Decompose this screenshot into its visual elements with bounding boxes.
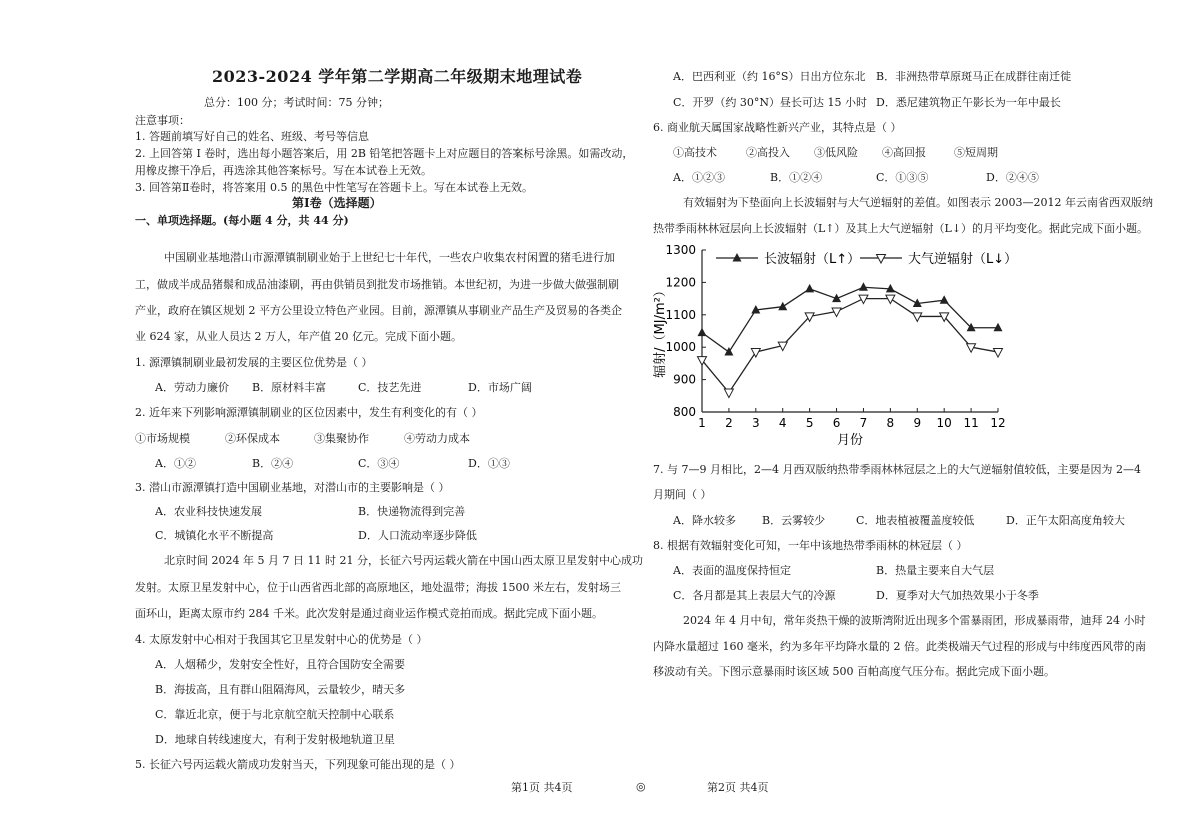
question-1: 1. 源潭镇制刷业最初发展的主要区位优势是（ ） bbox=[135, 356, 373, 369]
q6-item: ⑤短周期 bbox=[954, 146, 998, 159]
q4-option-b: B．海拔高，且有群山阻隔海风，云量较少，晴天多 bbox=[155, 683, 406, 696]
x-tick-label: 1 bbox=[698, 416, 706, 430]
x-tick-label: 3 bbox=[751, 416, 760, 430]
page-number-left: 第1页 共4页 bbox=[511, 781, 573, 794]
note-line: 2. 上回答第 I 卷时，选出每小题答案后，用 2B 铅笔把答题卡上对应题目的答案标号涂黑。如需改动， bbox=[135, 147, 634, 160]
y-tick-label: 1300 bbox=[665, 243, 696, 257]
q8-option-d: D．夏季对大气加热效果小于冬季 bbox=[876, 589, 1039, 602]
x-tick-label: 7 bbox=[859, 416, 868, 430]
x-tick-label: 6 bbox=[832, 416, 841, 430]
x-axis-label: 月份 bbox=[836, 433, 864, 448]
x-tick-label: 4 bbox=[778, 416, 787, 430]
x-tick-label: 10 bbox=[936, 416, 952, 430]
x-tick-label: 11 bbox=[963, 416, 979, 430]
y-axis-label: 辐射/（MJ/m²） bbox=[653, 284, 668, 378]
q3-option-b: B．快递物流得到完善 bbox=[358, 505, 466, 518]
q2-option-a: A．①② bbox=[155, 457, 196, 470]
note-line: 用橡皮擦干净后，再选涂其他答案标号。写在本试卷上无效。 bbox=[135, 164, 432, 177]
data-point-down bbox=[913, 313, 922, 322]
data-point-up bbox=[859, 282, 868, 291]
q6-option-a: A．①②③ bbox=[673, 171, 725, 184]
y-tick-label: 900 bbox=[673, 372, 696, 387]
q5-option-a: A．巴西利亚（约 16°S）日出方位东北 bbox=[673, 70, 866, 83]
q1-option-c: C．技艺先进 bbox=[358, 381, 422, 394]
question-3: 3. 潜山市源潭镇打造中国刷业基地，对潜山市的主要影响是（ ） bbox=[135, 481, 450, 494]
q4-option-d: D．地球自转线速度大，有利于发射极地轨道卫星 bbox=[155, 733, 395, 746]
q5-option-b: B．非洲热带草原斑马正在成群往南迁徙 bbox=[876, 70, 1072, 83]
legend-label-1: 长波辐射（L↑） bbox=[764, 252, 861, 267]
volume-title: 第Ⅰ卷（选择题） bbox=[292, 196, 382, 210]
notes-heading: 注意事项： bbox=[135, 114, 190, 127]
data-point-down bbox=[724, 389, 733, 398]
q7-option-c: C．地表植被覆盖度较低 bbox=[856, 514, 975, 527]
q2-item: ②环保成本 bbox=[225, 432, 280, 445]
series-line-1 bbox=[702, 287, 998, 352]
question-7-cont: 月期间（ ） bbox=[653, 488, 712, 501]
page-number-right: 第2页 共4页 bbox=[707, 781, 769, 794]
exam-subtitle: 总分：100 分；考试时间：75 分钟； bbox=[204, 96, 389, 109]
legend-marker-2 bbox=[877, 255, 886, 264]
question-2: 2. 近年来下列影响源潭镇制刷业的区位因素中，发生有利变化的有（ ） bbox=[135, 406, 483, 419]
data-point-up bbox=[698, 328, 707, 337]
legend-marker-1 bbox=[733, 253, 742, 262]
radiation-line-chart bbox=[640, 242, 1040, 454]
q2-item: ①市场规模 bbox=[135, 432, 190, 445]
passage-line: 发射。太原卫星发射中心，位于山西省西北部的高原地区，地处温带；海拔 1500 米左右，发射场三 bbox=[135, 581, 621, 594]
q6-option-c: C．①③⑤ bbox=[876, 171, 929, 184]
question-4: 4. 太原发射中心相对于我国其它卫星发射中心的优势是（ ） bbox=[135, 633, 428, 646]
data-point-down bbox=[859, 295, 868, 304]
note-line: 3. 回答第Ⅱ卷时，将答案用 0.5 的黑色中性笔写在答题卡上。写在本试卷上无效。 bbox=[135, 181, 533, 194]
passage-line: 面环山，距离太原市约 284 千米。此次发射是通过商业运作模式竞拍而成。据此完成下面小题。 bbox=[135, 607, 603, 620]
passage-line: 热带季雨林林冠层向上长波辐射（L↑）及其上大气逆辐射（L↓）的月平均变化。据此完成下面小题。 bbox=[653, 222, 1149, 235]
q6-option-b: B．①②④ bbox=[770, 171, 823, 184]
q8-option-c: C．各月都是其上表层大气的冷源 bbox=[673, 589, 836, 602]
passage-line: 业 624 家，从业人员达 2 万人，年产值 20 亿元。完成下面小题。 bbox=[135, 330, 462, 343]
x-tick-label: 5 bbox=[805, 416, 814, 430]
question-7: 7. 与 7—9 月相比，2—4 月西双版纳热带季雨林林冠层之上的大气逆辐射值较低，主要是因为 2—4 bbox=[653, 463, 1141, 476]
q1-option-d: D．市场广阔 bbox=[468, 381, 532, 394]
section-heading: 一、单项选择题。(每小题 4 分，共 44 分) bbox=[135, 214, 349, 227]
question-6: 6. 商业航天属国家战略性新兴产业，其特点是（ ） bbox=[653, 121, 902, 134]
passage-line: 工，做成半成品猪鬃和成品油漆刷，再由供销员到批发市场推销。本世纪初，为进一步做大做强制刷 bbox=[135, 278, 619, 291]
y-tick-label: 1200 bbox=[665, 275, 696, 290]
q1-option-b: B．原材料丰富 bbox=[252, 381, 327, 394]
exam-title: 2023-2024 学年第二学期高二年级期末地理试卷 bbox=[212, 67, 583, 86]
q5-option-c: C．开罗（约 30°N）昼长可达 15 小时 bbox=[673, 96, 868, 109]
data-point-down bbox=[886, 295, 895, 304]
passage-line: 移波动有关。下图示意暴雨时该区域 500 百帕高度气压分布。据此完成下面小题。 bbox=[653, 665, 1055, 678]
q3-option-a: A．农业科技快速发展 bbox=[155, 505, 262, 518]
q6-item: ③低风险 bbox=[814, 146, 858, 159]
q4-option-a: A．人烟稀少，发射安全性好，且符合国防安全需要 bbox=[155, 658, 405, 671]
passage-line: 内降水量超过 160 毫米，约为多年平均降水量的 2 倍。此类极端天气过程的形成与中纬度西风带的南 bbox=[653, 640, 1146, 653]
q6-item: ②高投入 bbox=[746, 146, 790, 159]
note-line: 1. 答题前填写好自己的姓名、班级、考号等信息 bbox=[135, 130, 369, 143]
q2-option-c: C．③④ bbox=[358, 457, 400, 470]
q3-option-c: C．城镇化水平不断提高 bbox=[155, 529, 274, 542]
x-tick-label: 8 bbox=[886, 416, 895, 430]
q2-item: ③集聚协作 bbox=[314, 432, 369, 445]
q7-option-a: A．降水较多 bbox=[673, 514, 736, 527]
data-point-up bbox=[805, 284, 814, 293]
passage-line: 有效辐射为下垫面向上长波辐射与大气逆辐射的差值。如图表示 2003—2012 年云南省西双版纳 bbox=[683, 196, 1153, 209]
q6-option-d: D．②④⑤ bbox=[986, 171, 1039, 184]
passage-line: 中国刷业基地潜山市源潭镇制刷业始于上世纪七十年代，一些农户收集农村闲置的猪毛进行加 bbox=[164, 251, 615, 264]
y-tick-label: 1000 bbox=[665, 340, 696, 355]
q2-option-d: D．①③ bbox=[468, 457, 510, 470]
legend-label-2: 大气逆辐射（L↓） bbox=[908, 252, 1018, 267]
q6-item: ④高回报 bbox=[882, 146, 926, 159]
passage-line: 产业，政府在镇区规划 2 平方公里设立特色产业园。目前，源潭镇从事刷业产品生产及贸易的各类企 bbox=[135, 304, 622, 317]
data-point-up bbox=[994, 323, 1003, 332]
y-tick-label: 800 bbox=[673, 405, 696, 419]
question-5: 5. 长征六号丙运载火箭成功发射当天，下列现象可能出现的是（ ） bbox=[135, 758, 461, 771]
x-tick-label: 2 bbox=[725, 416, 733, 430]
x-tick-label: 9 bbox=[913, 416, 922, 430]
q2-item: ④劳动力成本 bbox=[404, 432, 470, 445]
x-tick-label: 12 bbox=[990, 416, 1006, 430]
q7-option-b: B．云雾较少 bbox=[762, 514, 826, 527]
y-tick-label: 1100 bbox=[665, 307, 696, 322]
data-point-up bbox=[940, 295, 949, 304]
data-point-down bbox=[994, 349, 1003, 358]
series-line-2 bbox=[702, 299, 998, 393]
passage-line: 北京时间 2024 年 5 月 7 日 11 时 21 分，长征六号丙运载火箭在中国山西太原卫星发射中心成功 bbox=[164, 554, 643, 567]
q5-option-d: D．悉尼建筑物正午影长为一年中最长 bbox=[876, 96, 1061, 109]
binding-mark: ◎ bbox=[636, 780, 646, 793]
question-8: 8. 根据有效辐射变化可知，一年中该地热带季雨林的林冠层（ ） bbox=[653, 539, 968, 552]
q8-option-a: A．表面的温度保持恒定 bbox=[673, 564, 791, 577]
q2-option-b: B．②④ bbox=[252, 457, 294, 470]
q6-item: ①高技术 bbox=[673, 146, 717, 159]
q7-option-d: D．正午太阳高度角较大 bbox=[1006, 514, 1125, 527]
q1-option-a: A．劳动力廉价 bbox=[155, 381, 229, 394]
q8-option-b: B．热量主要来自大气层 bbox=[876, 564, 995, 577]
q4-option-c: C．靠近北京，便于与北京航空航天控制中心联系 bbox=[155, 708, 395, 721]
passage-line: 2024 年 4 月中旬，常年炎热干燥的波斯湾附近出现多个雷暴雨团，形成暴雨带，迪拜 24 小时 bbox=[683, 614, 1146, 627]
q3-option-d: D．人口流动率逐步降低 bbox=[358, 529, 477, 542]
data-point-up bbox=[778, 302, 787, 311]
